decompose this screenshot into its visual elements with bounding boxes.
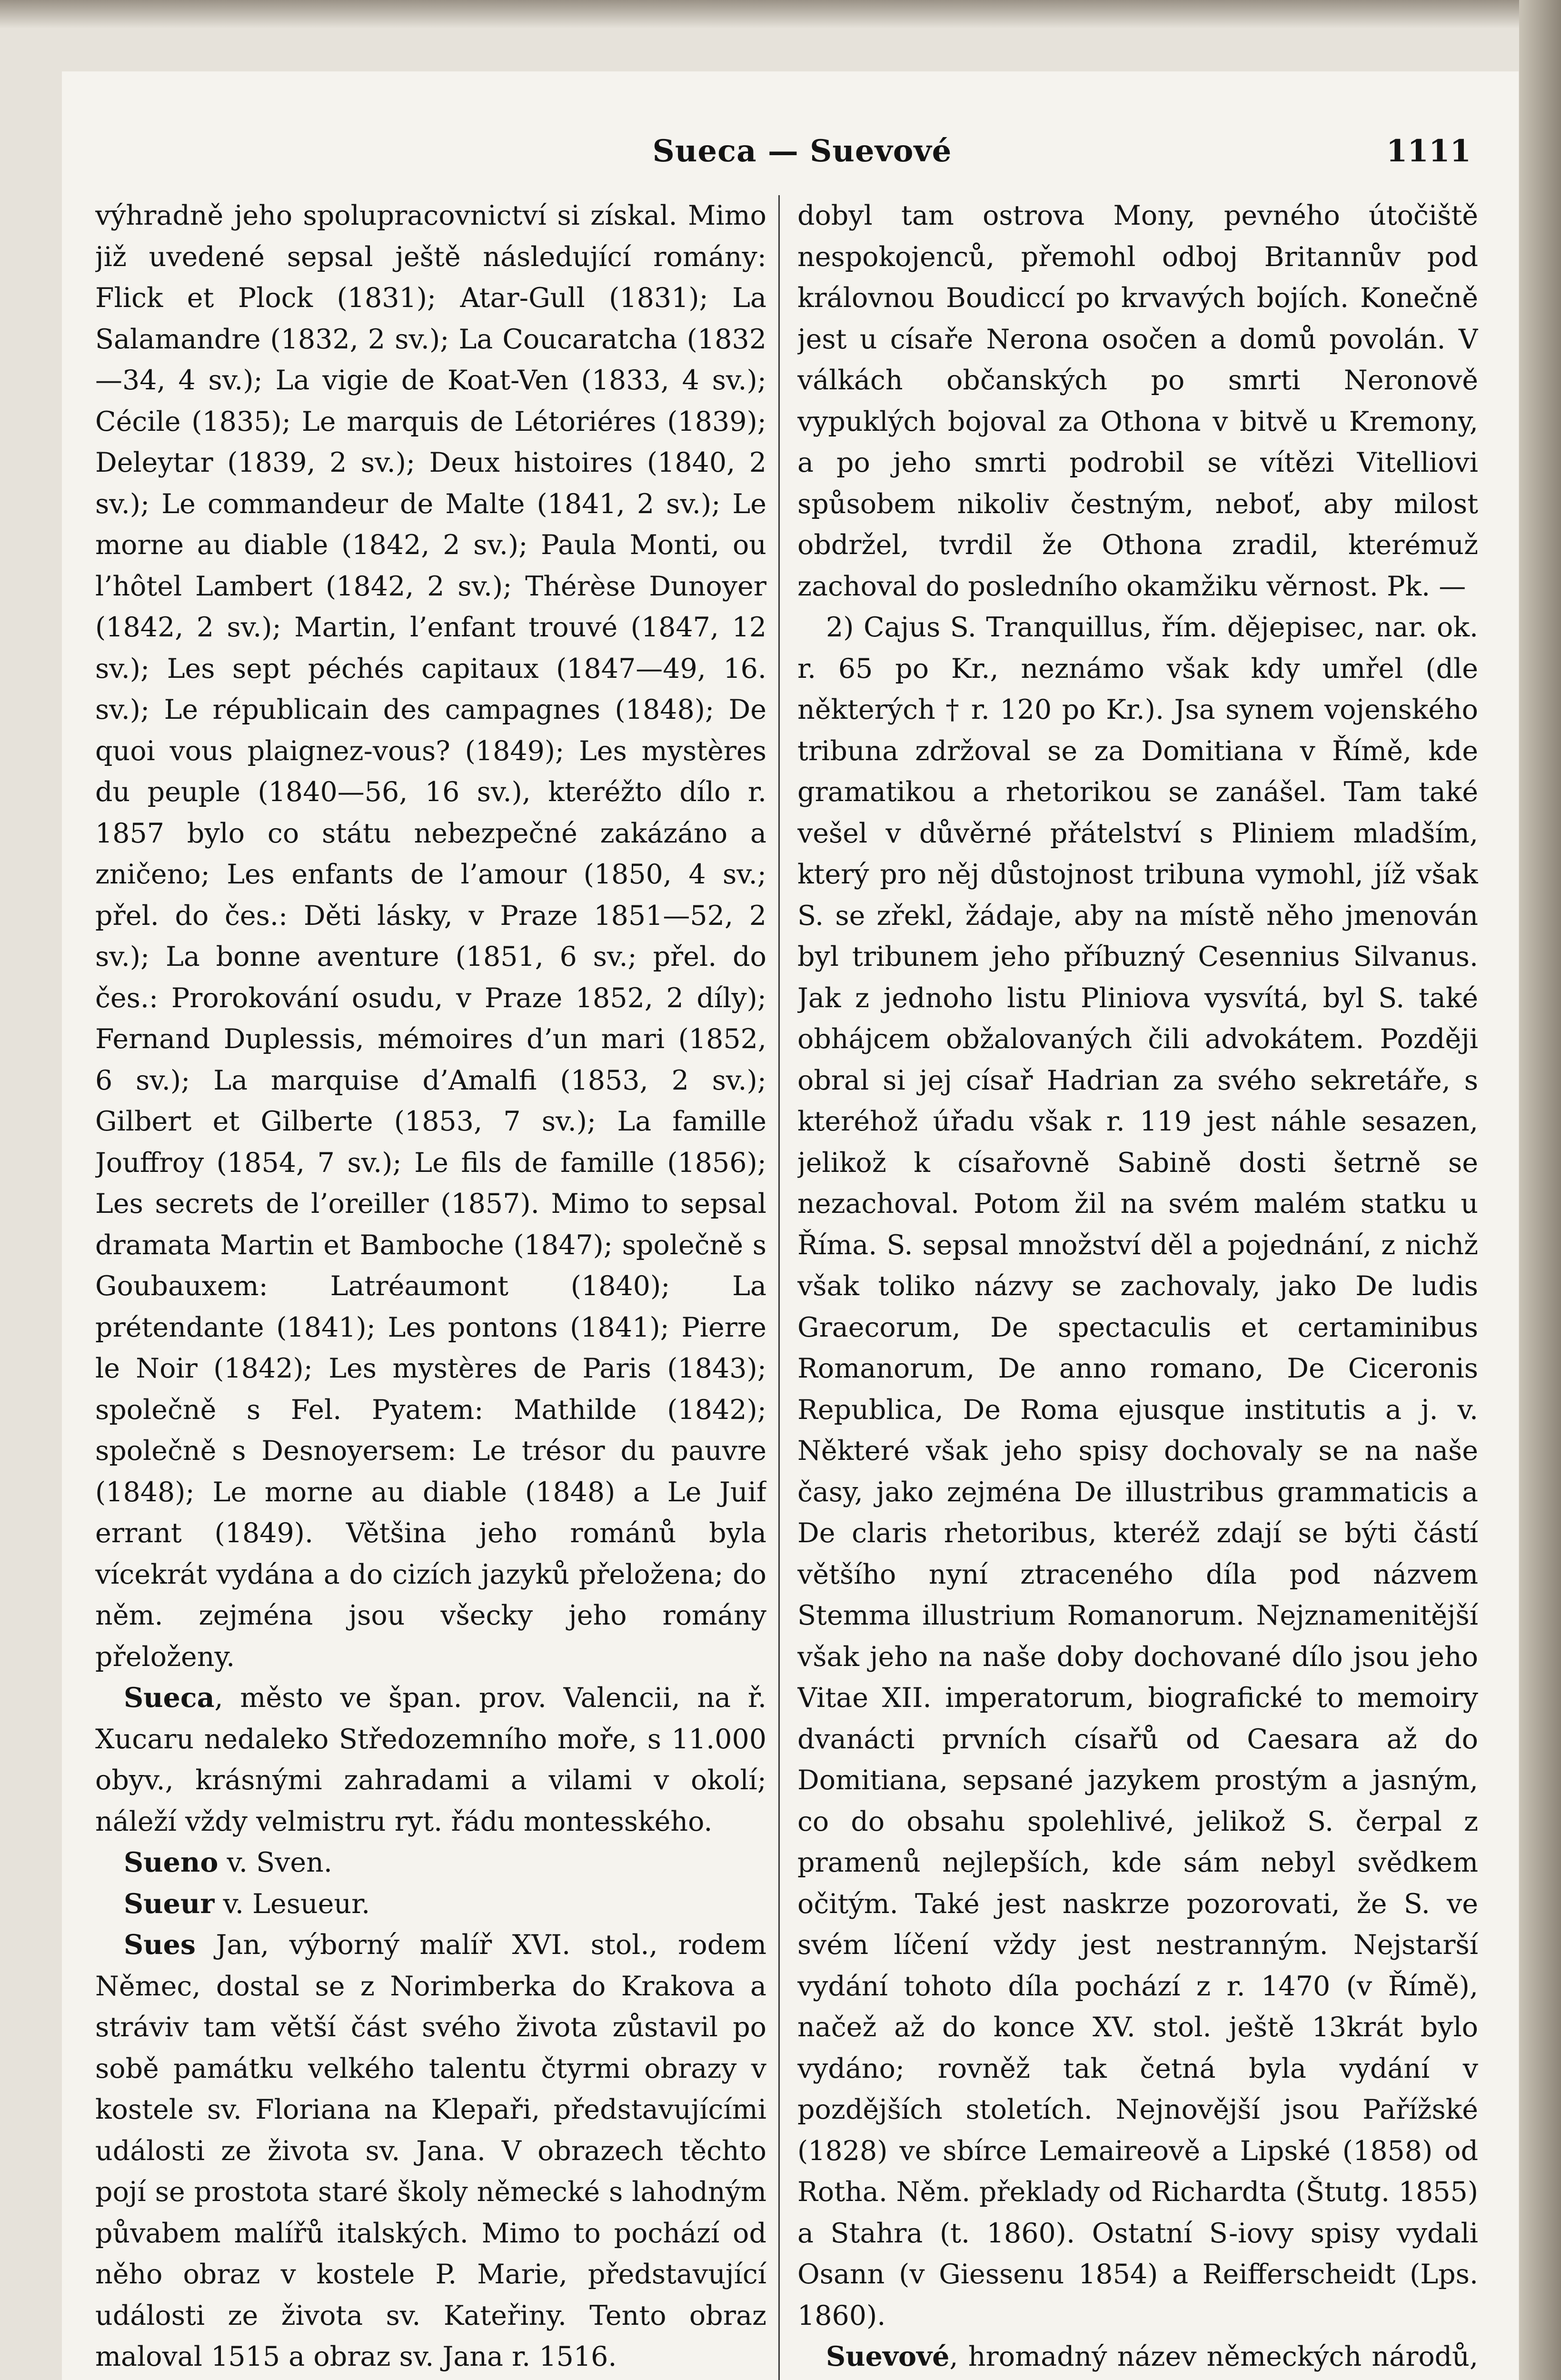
headword-sueno: Sueno bbox=[124, 1846, 219, 1878]
entry-sueno bbox=[95, 1842, 766, 1884]
entry-suessa bbox=[95, 2378, 766, 2380]
headword-sueca: Sueca bbox=[124, 1682, 215, 1714]
book-page bbox=[62, 71, 1519, 2380]
left-column bbox=[95, 195, 766, 2380]
scan-edge-right bbox=[1519, 0, 1561, 2380]
entry-sueca bbox=[95, 1677, 766, 1842]
entry-suevove bbox=[797, 2336, 1478, 2380]
page-number: 1111 bbox=[1386, 133, 1471, 169]
scan-shadow-top bbox=[0, 0, 1561, 29]
entry-sueno-text: v. Sven. bbox=[218, 1847, 332, 1878]
entry-suevove-text: , hromadný název německých národů, bbox=[949, 2341, 1478, 2372]
entry-suetonius-2: 2) Cajus S. Tranquillus, řím. dějepisec, nar. ok. r. 65 po Kr., neznámo však kdy umřel (dle některých † r. 120 po Kr.). Jsa synem vojenského tribuna zdržoval se za Domitiana v Římě, kde gramatikou a rhetorikou se zanášel. Tam také vešel v důvěrné přátelství s Pliniem mladším, který pro něj důstojnost tribuna vymohl, jíž však S. se zřekl, žádaje, aby na místě něho jmenován byl tribunem jeho příbuzný Cesennius Silvanus. Jak z jednoho listu Pliniova vysvítá, byl S. také obhájcem obžalovaných čili advokátem. Později obral si jej císař Hadrian za svého sekretáře, s kteréhož úřadu však r. 119 jest náhle sesazen, jelikož k císařovně Sabině dosti šetrně se nezachoval. Potom žil na svém malém statku u Říma. S. sepsal množství děl a pojednání, z nichž však toliko názvy se zachovaly, jako De ludis Graecorum, De spectaculis et certaminibus Romanorum, De anno romano, De Ciceronis Republica, De Roma ejusque institutis a j. v. Některé však jeho spisy dochovaly se na naše časy, jako zejména De illustribus grammaticis a De claris rhetoribus, kteréž zdají se býti částí většího nyní ztraceného díla pod názvem Stemma illustrium Romanorum. Nejznamenitější však jeho na naše doby dochované dílo jsou jeho Vitae XII. imperatorum, biografické to memoiry dvanácti prvních císařů od Caesara až do Domitiana, sepsané jazykem prostým a jasným, co do obsahu spolehlivé, jelikož S. čerpal z pramenů nejlepších, kde sám nebyl svědkem očitým. Také jest naskrze pozorovati, že S. ve svém líčení vždy jest nestranným. Nejstarší vydání tohoto díla pochází z r. 1470 (v Římě), načež až do konce XV. stol. ještě 13krát bylo vydáno; rovněž tak četná byla vydání v pozdějších stoletích. Nejnovější jsou Pařížské (1828) ve sbírce Lemaireově a Lipské (1858) od Rotha. Něm. překlady od Richardta (Štutg. 1855) a Stahra (t. 1860). Ostatní S-iovy spisy vydali Osann (v Giessenu 1854) a Reifferscheidt (Lps. 1860). bbox=[797, 612, 1478, 2331]
entry-sueca-text: , město ve špan. prov. Valencii, na ř. Xucaru nedaleko Středozemního moře, s 11.000 obyv., krásnými zahradami a vilami v okolí; náleží vždy velmistru ryt. řádu montesského. bbox=[95, 1682, 766, 1837]
entry-sueur bbox=[95, 1884, 766, 1925]
running-title: Sueca — Suevové bbox=[652, 133, 952, 169]
entry-sue-continuation: výhradně jeho spolupracovnictví si získal. Mimo již uvedené sepsal ještě následující romány: Flick et Plock (1831); Atar-Gull (1831); La Salamandre (1832, 2 sv.); La Coucaratcha (1832—34, 4 sv.); La vigie de Koat-Ven (1833, 4 sv.); Cécile (1835); Le marquis de Létoriéres (1839); Deleytar (1839, 2 sv.); Deux histoires (1840, 2 sv.); Le commandeur de Malte (1841, 2 sv.); Le morne au diable (1842, 2 sv.); Paula Monti, ou l’hôtel Lambert (1842, 2 sv.); Thérèse Dunoyer (1842, 2 sv.); Martin, l’enfant trouvé (1847, 12 sv.); Les sept péchés capitaux (1847—49, 16. sv.); Le républicain des campagnes (1848); De quoi vous plaignez-vous? (1849); Les mystères du peuple (1840—56, 16 sv.), kteréžto dílo r. 1857 bylo co státu nebezpečné zakázáno a zničeno; Les enfants de l’amour (1850, 4 sv.; přel. do čes.: Děti lásky, v Praze 1851—52, 2 sv.); La bonne aventure (1851, 6 sv.; přel. do čes.: Prorokování osudu, v Praze 1852, 2 díly); Fernand Duplessis, mémoires d’un mari (1852, 6 sv.); La marquise d’Amalfi (1853, 2 sv.); Gilbert et Gilberte (1853, 7 sv.); La famille Jouffroy (1854, 7 sv.); Le fils de famille (1856); Les secrets de l’oreiller (1857). Mimo to sepsal dramata Martin et Bamboche (1847); společně s Goubauxem: Latréaumont (1840); La prétendante (1841); Les pontons (1841); Pierre le Noir (1842); Les mystères de Paris (1843); společně s Fel. Pyatem: Mathilde (1842); společně s Desnoyersem: Le trésor du pauvre (1848); Le morne au diable (1848) a Le Juif errant (1849). Většina jeho románů byla vícekrát vydána a do cizích jazyků přeložena; do něm. zejména jsou všecky jeho romány přeloženy. bbox=[95, 200, 766, 1673]
entry-sueur-text: v. Lesueur. bbox=[214, 1888, 370, 1920]
headword-suevove: Suevové bbox=[826, 2340, 950, 2372]
entry-sues bbox=[95, 1924, 766, 2378]
headword-sues: Sues bbox=[124, 1929, 196, 1961]
right-column bbox=[797, 195, 1478, 2380]
column-divider bbox=[778, 195, 780, 2380]
running-header bbox=[114, 124, 1490, 181]
headword-sueur: Sueur bbox=[124, 1887, 215, 1920]
entry-suetonius-continuation: dobyl tam ostrova Mony, pevného útočiště nespokojenců, přemohl odboj Britannův pod královnou Boudiccí po krvavých bojích. Konečně jest u císaře Nerona osočen a domů povolán. V válkách občanských po smrti Neronově vypuklých bojoval za Othona v bitvě u Kremony, a po jeho smrti podrobil se vítězi Vitelliovi spůsobem nikoliv čestným, neboť, aby milost obdržel, tvrdil že Othona zradil, kterémuž zachoval do posledního okamžiku věrnost. Pk. — bbox=[797, 200, 1478, 602]
entry-sues-text: Jan, výborný malíř XVI. stol., rodem Němec, dostal se z Norimberka do Krakova a stráviv tam větší část svého života zůstavil po sobě památku velkého talentu čtyrmi obrazy v kostele sv. Floriana na Klepaři, představujícími události ze života sv. Jana. V obrazech těchto pojí se prostota staré školy německé s lahodným půvabem malířů italských. Mimo to pochází od něho obraz v kostele P. Marie, představující události ze života sv. Kateřiny. Tento obraz maloval 1515 a obraz sv. Jana r. 1516. bbox=[95, 1929, 766, 2372]
